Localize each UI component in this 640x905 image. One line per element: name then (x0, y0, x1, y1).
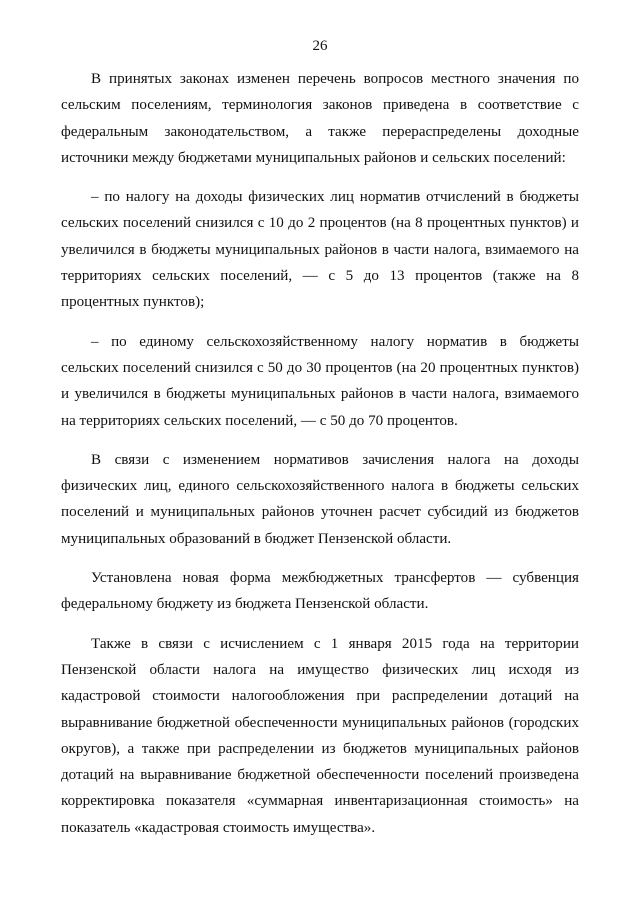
document-body (61, 66, 579, 841)
paragraph-property-tax: Также в связи с исчислением с 1 января 2015 года на территории Пензенской области налога на имущество физических лиц исходя из кадастровой стоимости налогообложения при распределении дотаций на выравнивание бюджетной обеспеченности муниципальных районов (городских округов), а также при распределении из бюджетов муниципальных районов дотаций на выравнивание бюджетной обеспеченности поселений произведена корректировка показателя «суммарная инвентаризационная стоимость» на показатель «кадастровая стоимость имущества». (61, 635, 579, 836)
paragraph-subsidies: В связи с изменением нормативов зачисления налога на доходы физических лиц, единого сельскохозяйственного налога в бюджеты сельских поселений и муниципальных районов уточнен расчет субсидий из бюджетов муниципальных образований в бюджет Пензенской области. (61, 451, 579, 547)
paragraph-local-issues: В принятых законах изменен перечень вопросов местного значения по сельским поселениям, терминология законов приведена в соответствие с федеральным законодательством, а также перераспределены доходные источники между бюджетами муниципальных районов и сельских поселений: (61, 71, 579, 166)
page-number: 26 (312, 38, 328, 54)
paragraph-subvention: Установлена новая форма межбюджетных трансфертов — субвенция федеральному бюджету из бюджета Пензенской области. (61, 570, 579, 613)
paragraph-agricultural-tax: – по единому сельскохозяйственному налогу норматив в бюджеты сельских поселений снизился с 50 до 30 процентов (на 20 процентных пунктов) и увеличился в бюджеты муниципальных районов в части налога, взимаемого на территориях сельских поселений, — с 50 до 70 процентов. (61, 333, 579, 429)
paragraph-income-tax: – по налогу на доходы физических лиц норматив отчислений в бюджеты сельских поселений снизился с 10 до 2 процентов (на 8 процентных пунктов) и увеличился в бюджеты муниципальных районов в части налога, взимаемого на территориях сельских поселений, — с 5 до 13 процентов (также на 8 процентных пунктов); (61, 189, 579, 311)
